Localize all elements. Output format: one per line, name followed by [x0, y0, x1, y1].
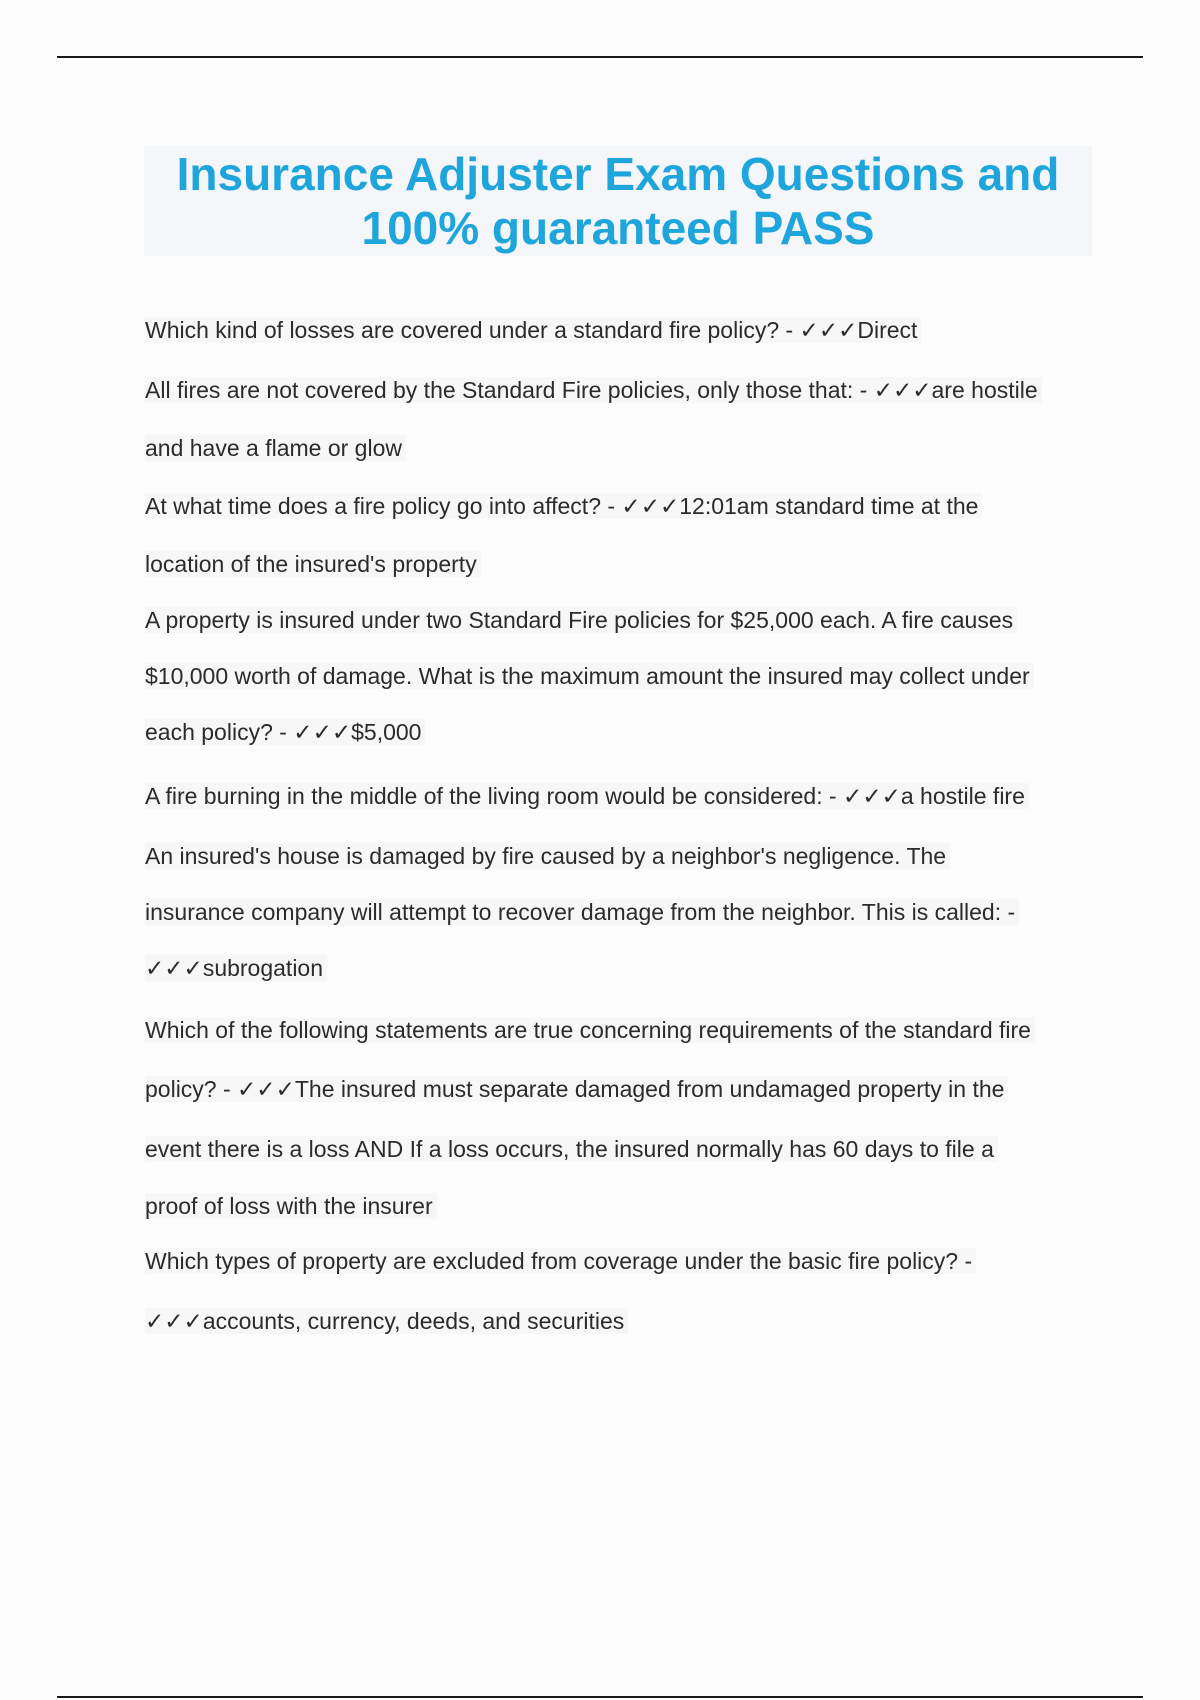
qa-line: ✓✓✓accounts, currency, deeds, and securities [145, 1299, 1085, 1357]
qa-line: Which of the following statements are true concerning requirements of the standard fire [145, 1008, 1085, 1067]
qa-line: A property is insured under two Standard Fire policies for $25,000 each. A fire causes [145, 598, 1085, 654]
qa-item-4 [145, 598, 1085, 774]
qa-line: each policy? - ✓✓✓$5,000 [145, 710, 1085, 774]
qa-line: event there is a loss AND If a loss occurs, the insured normally has 60 days to file a [145, 1127, 1085, 1184]
document-title [177, 147, 1060, 255]
qa-line: An insured's house is damaged by fire caused by a neighbor's negligence. The [145, 834, 1085, 890]
qa-line: Which kind of losses are covered under a standard fire policy? - ✓✓✓Direct [145, 308, 1085, 368]
qa-line: location of the insured's property [145, 542, 1085, 598]
qa-item-5 [145, 774, 1085, 834]
qa-item-8 [145, 1239, 1085, 1357]
qa-line: At what time does a fire policy go into affect? - ✓✓✓12:01am standard time at the [145, 484, 1085, 542]
qa-line: and have a flame or glow [145, 426, 1085, 484]
bottom-rule [57, 1696, 1143, 1698]
top-rule [57, 56, 1143, 58]
qa-line: insurance company will attempt to recover damage from the neighbor. This is called: - [145, 890, 1085, 946]
qa-line: ✓✓✓subrogation [145, 946, 1085, 1008]
qa-item-2 [145, 368, 1085, 484]
qa-item-3 [145, 484, 1085, 598]
qa-item-7 [145, 1008, 1085, 1239]
title-line-2: 100% guaranteed PASS [361, 202, 875, 254]
title-banner [144, 146, 1092, 256]
qa-line: A fire burning in the middle of the living room would be considered: - ✓✓✓a hostile fire [145, 774, 1085, 834]
qa-line: All fires are not covered by the Standard Fire policies, only those that: - ✓✓✓are hostile [145, 368, 1085, 426]
qa-line: policy? - ✓✓✓The insured must separate damaged from undamaged property in the [145, 1067, 1085, 1127]
qa-list [145, 308, 1085, 1357]
qa-item-1 [145, 308, 1085, 368]
qa-line: Which types of property are excluded from coverage under the basic fire policy? - [145, 1239, 1085, 1299]
qa-item-6 [145, 834, 1085, 1008]
qa-line: proof of loss with the insurer [145, 1184, 1085, 1239]
qa-line: $10,000 worth of damage. What is the maximum amount the insured may collect under [145, 654, 1085, 710]
title-line-1: Insurance Adjuster Exam Questions and [176, 148, 1060, 200]
